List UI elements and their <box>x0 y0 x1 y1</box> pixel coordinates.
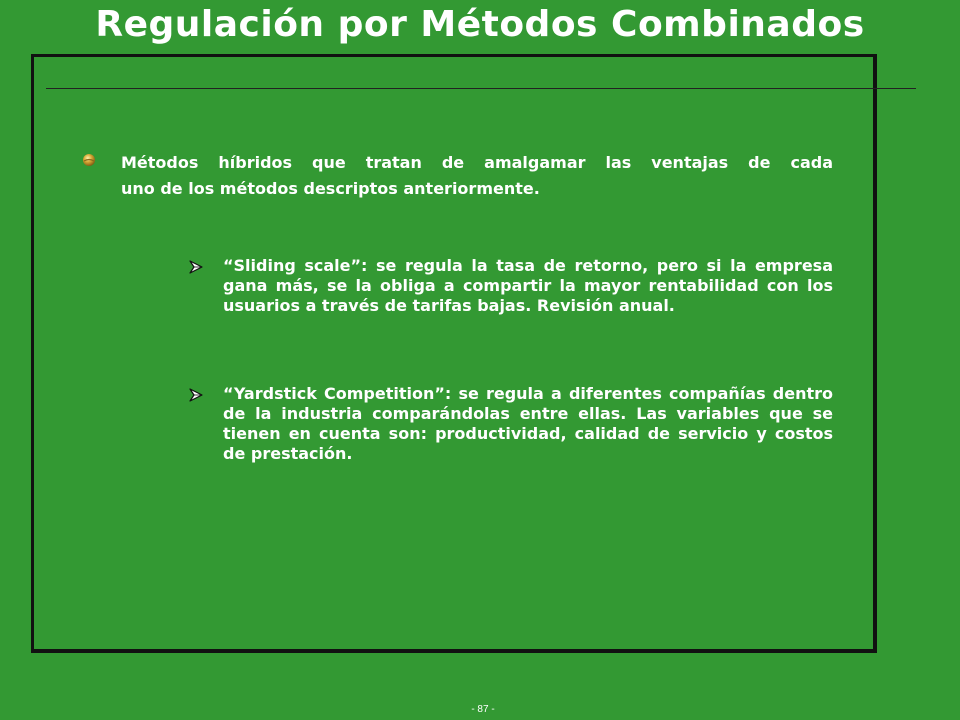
page-number: - 87 - <box>471 704 495 715</box>
main-bullet-text <box>121 150 833 202</box>
main-bullet-line-2: uno de los métodos descriptos anteriormente. <box>121 179 540 198</box>
sub-bullet-text: “Yardstick Competition”: se regula a diferentes compañías dentro de la industria comparándolas entre ellas. Las variables que se tienen en cuenta son: productividad, calidad de servicio y costos de prestación. <box>223 384 833 463</box>
arrow-bullet-icon <box>188 387 204 403</box>
arrow-bullet-icon <box>188 259 204 275</box>
sub-bullet-text: “Sliding scale”: se regula la tasa de retorno, pero si la empresa gana más, se la obliga a compartir la mayor rentabilidad con los usuarios a través de tarifas bajas. Revisión anual. <box>223 256 833 315</box>
content-frame <box>31 54 877 653</box>
main-bullet-line-1: Métodos híbridos que tratan de amalgamar las ventajas de cada <box>121 153 833 172</box>
slide-title: Regulación por Métodos Combinados <box>95 4 865 45</box>
gold-sphere-bullet-icon <box>81 152 97 168</box>
horizontal-rule <box>46 88 916 89</box>
